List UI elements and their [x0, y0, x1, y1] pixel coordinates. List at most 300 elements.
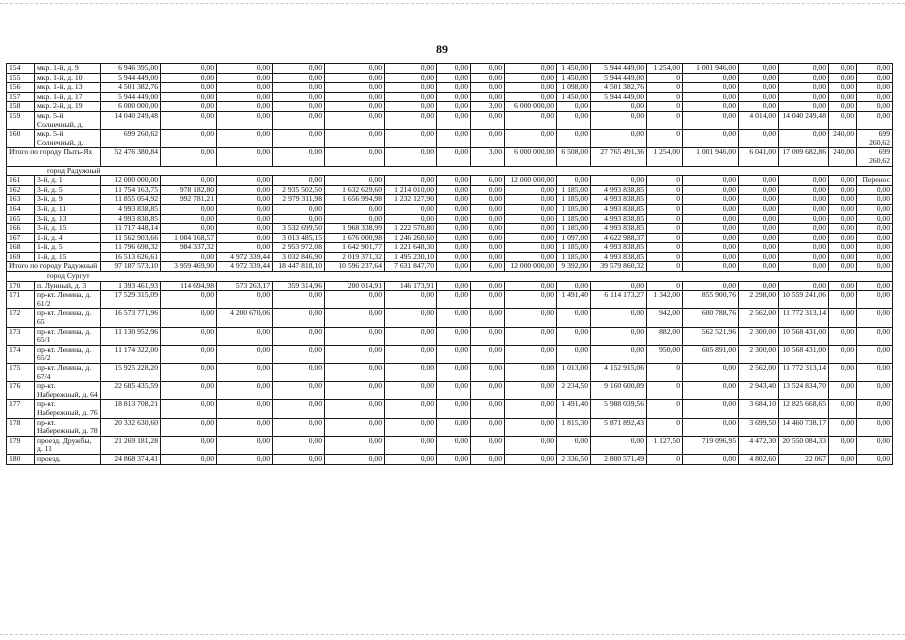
- value-cell: 0,00: [161, 130, 217, 148]
- table-row: [7, 454, 893, 464]
- value-cell: 11 174 322,00: [101, 345, 161, 363]
- value-cell: 0,00: [217, 224, 273, 234]
- subtotal-value-cell: 0,00: [857, 262, 893, 272]
- value-cell: 6 114 173,27: [591, 291, 647, 309]
- value-cell: 0,00: [829, 243, 857, 253]
- value-cell: 4 501 382,76: [101, 83, 161, 93]
- value-cell: 0,00: [557, 130, 591, 148]
- subtotal-value-cell: 0,00: [385, 148, 437, 166]
- address-cell: пр-кт. Ленина, д. 65/2: [35, 345, 101, 363]
- row-number-cell: 173: [7, 327, 35, 345]
- value-cell: 6,00: [471, 176, 505, 186]
- value-cell: 0,00: [161, 418, 217, 436]
- value-cell: 0: [647, 252, 683, 262]
- row-number-cell: 156: [7, 83, 35, 93]
- value-cell: 0,00: [471, 382, 505, 400]
- value-cell: 0,00: [217, 400, 273, 418]
- value-cell: 0: [647, 454, 683, 464]
- value-cell: 0,00: [505, 252, 557, 262]
- table-row: [7, 364, 893, 382]
- section-title: город Радужный: [7, 166, 893, 176]
- value-cell: 0: [647, 224, 683, 234]
- value-cell: 0,00: [471, 400, 505, 418]
- value-cell: 0,00: [591, 130, 647, 148]
- value-cell: 0,00: [683, 73, 739, 83]
- value-cell: 5 871 892,43: [591, 418, 647, 436]
- subtotal-value-cell: 3,00: [471, 148, 505, 166]
- value-cell: 0,00: [273, 418, 325, 436]
- table-row: [7, 345, 893, 363]
- value-cell: 0,00: [779, 214, 829, 224]
- value-cell: 1 254,00: [647, 64, 683, 74]
- value-cell: 0,00: [385, 83, 437, 93]
- table-row: [7, 418, 893, 436]
- subtotal-value-cell: 39 579 860,32: [591, 262, 647, 272]
- value-cell: 0,00: [161, 111, 217, 129]
- value-cell: 0,00: [273, 64, 325, 74]
- value-cell: 0,00: [557, 102, 591, 112]
- value-cell: 13 524 834,70: [779, 382, 829, 400]
- value-cell: 0,00: [325, 176, 385, 186]
- value-cell: 1 127,50: [647, 436, 683, 454]
- table-row: [7, 436, 893, 454]
- value-cell: 2 943,40: [739, 382, 779, 400]
- value-cell: 2 336,50: [557, 454, 591, 464]
- address-cell: мкр. 5-й Солнечный, д.: [35, 130, 101, 148]
- subtotal-value-cell: 0,00: [739, 262, 779, 272]
- value-cell: 4 014,00: [739, 111, 779, 129]
- address-cell: пр-кт. Ленина, д. 65/1: [35, 327, 101, 345]
- value-cell: 1 246 260,60: [385, 233, 437, 243]
- value-cell: 719 096,95: [683, 436, 739, 454]
- value-cell: 0,00: [385, 436, 437, 454]
- value-cell: 0,00: [273, 454, 325, 464]
- value-cell: 5 988 039,56: [591, 400, 647, 418]
- value-cell: 4 802,60: [739, 454, 779, 464]
- value-cell: 11 562 903,66: [101, 233, 161, 243]
- value-cell: 0,00: [437, 176, 471, 186]
- value-cell: 1 815,30: [557, 418, 591, 436]
- table-row: [7, 252, 893, 262]
- value-cell: 0,00: [161, 73, 217, 83]
- value-cell: 0,00: [829, 454, 857, 464]
- value-cell: 0,00: [385, 73, 437, 83]
- address-cell: проезд. Дружбы, д. 11: [35, 436, 101, 454]
- value-cell: 0,00: [385, 92, 437, 102]
- address-cell: 3-й, д. 1: [35, 176, 101, 186]
- value-cell: 0,00: [779, 176, 829, 186]
- value-cell: 0,00: [829, 252, 857, 262]
- value-cell: 16 513 626,61: [101, 252, 161, 262]
- address-cell: мкр. 1-й, д. 9: [35, 64, 101, 74]
- value-cell: 0,00: [739, 224, 779, 234]
- value-cell: 0,00: [857, 309, 893, 327]
- address-cell: пр-кт. Ленина, д. 61/2: [35, 291, 101, 309]
- value-cell: 0,00: [161, 382, 217, 400]
- value-cell: 0,00: [161, 224, 217, 234]
- address-cell: мкр. 1-й, д. 10: [35, 73, 101, 83]
- table-row: [7, 176, 893, 186]
- value-cell: 0,00: [217, 291, 273, 309]
- value-cell: 0,00: [217, 102, 273, 112]
- value-cell: 699 260,62: [857, 130, 893, 148]
- value-cell: 0,00: [557, 327, 591, 345]
- table-row: [7, 73, 893, 83]
- address-cell: пр-кт. Набережный, д. 64: [35, 382, 101, 400]
- value-cell: 0,00: [325, 214, 385, 224]
- value-cell: 0,00: [505, 327, 557, 345]
- value-cell: 0,00: [471, 436, 505, 454]
- subtotal-value-cell: 97 187 573,10: [101, 262, 161, 272]
- value-cell: 0,00: [779, 233, 829, 243]
- value-cell: 0,00: [325, 345, 385, 363]
- value-cell: 0,00: [385, 382, 437, 400]
- table-row: [7, 204, 893, 214]
- value-cell: 0,00: [683, 130, 739, 148]
- value-cell: 0,00: [437, 327, 471, 345]
- value-cell: 0,00: [829, 327, 857, 345]
- row-number-cell: 164: [7, 204, 35, 214]
- table-row: [7, 233, 893, 243]
- value-cell: 0,00: [857, 454, 893, 464]
- value-cell: 0,00: [683, 111, 739, 129]
- value-cell: 0: [647, 185, 683, 195]
- address-cell: 3-й, д. 11: [35, 204, 101, 214]
- value-cell: 0,00: [273, 400, 325, 418]
- value-cell: 0,00: [385, 214, 437, 224]
- value-cell: 0,00: [217, 364, 273, 382]
- value-cell: 0,00: [471, 111, 505, 129]
- value-cell: 4 993 838,85: [591, 243, 647, 253]
- value-cell: 0,00: [505, 400, 557, 418]
- value-cell: 0,00: [829, 204, 857, 214]
- value-cell: 978 182,80: [161, 185, 217, 195]
- value-cell: 4 993 838,85: [591, 185, 647, 195]
- value-cell: 0,00: [857, 73, 893, 83]
- value-cell: 0: [647, 382, 683, 400]
- value-cell: 0,00: [273, 176, 325, 186]
- value-cell: 1 676 000,98: [325, 233, 385, 243]
- value-cell: 0,00: [857, 64, 893, 74]
- value-cell: 4 622 988,37: [591, 233, 647, 243]
- value-cell: 5 944 449,00: [101, 73, 161, 83]
- value-cell: 11 772 313,14: [779, 364, 829, 382]
- value-cell: 0,00: [161, 436, 217, 454]
- address-cell: проезд.: [35, 454, 101, 464]
- register-table-container: [6, 63, 892, 465]
- value-cell: 0,00: [683, 176, 739, 186]
- value-cell: 0,00: [471, 233, 505, 243]
- value-cell: 3 532 699,50: [273, 224, 325, 234]
- subtotal-value-cell: 10 596 237,64: [325, 262, 385, 272]
- value-cell: 0,00: [505, 243, 557, 253]
- value-cell: 0: [647, 364, 683, 382]
- value-cell: 0,00: [437, 418, 471, 436]
- value-cell: 605 891,00: [683, 345, 739, 363]
- value-cell: 0,00: [591, 176, 647, 186]
- value-cell: 0,00: [683, 252, 739, 262]
- value-cell: 0,00: [829, 345, 857, 363]
- value-cell: 0,00: [325, 418, 385, 436]
- table-row: [7, 130, 893, 148]
- value-cell: 950,00: [647, 345, 683, 363]
- value-cell: 0,00: [273, 327, 325, 345]
- value-cell: 2 979 311,98: [273, 195, 325, 205]
- table-row: [7, 83, 893, 93]
- value-cell: 0,00: [437, 195, 471, 205]
- value-cell: 0,00: [217, 436, 273, 454]
- value-cell: 3 684,10: [739, 400, 779, 418]
- value-cell: 0,00: [779, 185, 829, 195]
- value-cell: 0,00: [505, 73, 557, 83]
- value-cell: 0,00: [857, 400, 893, 418]
- value-cell: 2 935 502,50: [273, 185, 325, 195]
- value-cell: 14 040 249,48: [779, 111, 829, 129]
- value-cell: 0,00: [217, 214, 273, 224]
- value-cell: 0,00: [161, 204, 217, 214]
- subtotal-value-cell: 17 009 682,86: [779, 148, 829, 166]
- value-cell: Перенос: [857, 176, 893, 186]
- value-cell: 0,00: [857, 233, 893, 243]
- value-cell: 0,00: [779, 204, 829, 214]
- value-cell: 0,00: [505, 83, 557, 93]
- subtotal-value-cell: 6 000 000,00: [505, 148, 557, 166]
- value-cell: 0: [647, 73, 683, 83]
- value-cell: 0,00: [471, 243, 505, 253]
- subtotal-value-cell: 6,00: [471, 262, 505, 272]
- value-cell: 0,00: [683, 364, 739, 382]
- value-cell: 0,00: [779, 281, 829, 291]
- value-cell: 2 300,00: [739, 327, 779, 345]
- value-cell: 4 993 838,85: [101, 214, 161, 224]
- value-cell: 0,00: [471, 64, 505, 74]
- row-number-cell: 179: [7, 436, 35, 454]
- value-cell: 0,00: [857, 291, 893, 309]
- value-cell: 1 185,00: [557, 195, 591, 205]
- table-row: [7, 102, 893, 112]
- value-cell: 0,00: [471, 281, 505, 291]
- value-cell: 0,00: [437, 73, 471, 83]
- value-cell: 0,00: [273, 204, 325, 214]
- address-cell: 1-й, д. 4: [35, 233, 101, 243]
- address-cell: 3-й, д. 13: [35, 214, 101, 224]
- value-cell: 0: [647, 130, 683, 148]
- value-cell: 20 332 630,60: [101, 418, 161, 436]
- value-cell: 0,00: [505, 204, 557, 214]
- value-cell: 0,00: [471, 454, 505, 464]
- value-cell: 0,00: [437, 83, 471, 93]
- value-cell: 0,00: [779, 64, 829, 74]
- value-cell: 1 097,00: [557, 233, 591, 243]
- value-cell: 5 944 449,00: [591, 73, 647, 83]
- value-cell: 11 855 054,92: [101, 195, 161, 205]
- value-cell: 1 642 901,77: [325, 243, 385, 253]
- value-cell: 0,00: [471, 252, 505, 262]
- value-cell: 0,00: [437, 102, 471, 112]
- value-cell: 3,00: [471, 102, 505, 112]
- value-cell: 855 900,76: [683, 291, 739, 309]
- value-cell: 0,00: [385, 111, 437, 129]
- value-cell: 10 568 431,00: [779, 345, 829, 363]
- value-cell: 0: [647, 83, 683, 93]
- value-cell: 6 946 395,00: [101, 64, 161, 74]
- value-cell: 0,00: [739, 204, 779, 214]
- value-cell: 0,00: [217, 243, 273, 253]
- value-cell: 14 460 738,17: [779, 418, 829, 436]
- subtotal-value-cell: 0,00: [779, 262, 829, 272]
- value-cell: 0,00: [591, 436, 647, 454]
- value-cell: 0: [647, 214, 683, 224]
- value-cell: 6 000 000,00: [101, 102, 161, 112]
- address-cell: 1-й, д. 5: [35, 243, 101, 253]
- value-cell: 0,00: [739, 176, 779, 186]
- value-cell: 0,00: [683, 83, 739, 93]
- row-number-cell: 165: [7, 214, 35, 224]
- value-cell: 0,00: [739, 252, 779, 262]
- value-cell: 0,00: [437, 233, 471, 243]
- value-cell: 0,00: [217, 345, 273, 363]
- value-cell: 4 152 915,06: [591, 364, 647, 382]
- subtotal-value-cell: 27 765 491,36: [591, 148, 647, 166]
- value-cell: 0,00: [471, 92, 505, 102]
- value-cell: 1 342,00: [647, 291, 683, 309]
- value-cell: 0,00: [217, 327, 273, 345]
- value-cell: 240,00: [829, 130, 857, 148]
- value-cell: 0: [647, 400, 683, 418]
- value-cell: 0,00: [385, 102, 437, 112]
- value-cell: 21 269 181,28: [101, 436, 161, 454]
- subtotal-value-cell: 0,00: [829, 262, 857, 272]
- value-cell: 1 491,40: [557, 400, 591, 418]
- value-cell: 0,00: [829, 185, 857, 195]
- value-cell: 0,00: [161, 214, 217, 224]
- value-cell: 17 529 315,09: [101, 291, 161, 309]
- value-cell: 1 001 946,00: [683, 64, 739, 74]
- value-cell: 4 501 382,76: [591, 83, 647, 93]
- address-cell: мкр. 2-й, д. 19: [35, 102, 101, 112]
- address-cell: мкр. 1-й, д. 17: [35, 92, 101, 102]
- value-cell: 0,00: [437, 92, 471, 102]
- value-cell: 0,00: [437, 281, 471, 291]
- value-cell: 0,00: [739, 281, 779, 291]
- value-cell: 0,00: [505, 281, 557, 291]
- value-cell: 1 656 994,98: [325, 195, 385, 205]
- subtotal-value-cell: 0,00: [437, 262, 471, 272]
- row-number-cell: 176: [7, 382, 35, 400]
- value-cell: 1 004 168,57: [161, 233, 217, 243]
- value-cell: 0,00: [385, 64, 437, 74]
- value-cell: 0,00: [829, 400, 857, 418]
- value-cell: 0,00: [325, 400, 385, 418]
- value-cell: 0,00: [505, 454, 557, 464]
- value-cell: 0,00: [161, 92, 217, 102]
- value-cell: 2 300,00: [739, 345, 779, 363]
- value-cell: 18 813 708,21: [101, 400, 161, 418]
- value-cell: 0,00: [683, 195, 739, 205]
- value-cell: 0,00: [557, 281, 591, 291]
- subtotal-value-cell: 6 041,00: [739, 148, 779, 166]
- value-cell: 0,00: [505, 418, 557, 436]
- value-cell: 1 185,00: [557, 224, 591, 234]
- table-row: [7, 214, 893, 224]
- value-cell: 0,00: [739, 83, 779, 93]
- subtotal-label: Итого по городу Радужный: [7, 262, 101, 272]
- value-cell: 0,00: [217, 111, 273, 129]
- value-cell: 0,00: [437, 382, 471, 400]
- value-cell: 1 185,00: [557, 243, 591, 253]
- value-cell: 0,00: [591, 309, 647, 327]
- value-cell: 600 788,76: [683, 309, 739, 327]
- value-cell: 359 314,96: [273, 281, 325, 291]
- value-cell: 1 013,00: [557, 364, 591, 382]
- value-cell: 0,00: [829, 281, 857, 291]
- value-cell: 0,00: [739, 214, 779, 224]
- value-cell: 0,00: [505, 382, 557, 400]
- value-cell: 0,00: [829, 111, 857, 129]
- subtotal-value-cell: 0,00: [161, 148, 217, 166]
- subtotal-value-cell: 4 972 339,44: [217, 262, 273, 272]
- row-number-cell: 178: [7, 418, 35, 436]
- value-cell: 0,00: [471, 83, 505, 93]
- value-cell: 0,00: [591, 281, 647, 291]
- value-cell: 22 685 435,59: [101, 382, 161, 400]
- value-cell: 0,00: [857, 102, 893, 112]
- value-cell: 0,00: [471, 195, 505, 205]
- value-cell: 0: [647, 176, 683, 186]
- value-cell: 0,00: [829, 64, 857, 74]
- value-cell: 1 450,00: [557, 92, 591, 102]
- value-cell: 4 993 838,85: [591, 252, 647, 262]
- value-cell: 0,00: [217, 382, 273, 400]
- value-cell: 0,00: [505, 309, 557, 327]
- value-cell: 1 185,00: [557, 214, 591, 224]
- value-cell: 0,00: [217, 176, 273, 186]
- address-cell: пр-кт. Набережный, д. 78: [35, 418, 101, 436]
- value-cell: 0,00: [829, 224, 857, 234]
- value-cell: 0,00: [437, 204, 471, 214]
- subtotal-value-cell: 0,00: [273, 148, 325, 166]
- value-cell: 0,00: [437, 130, 471, 148]
- table-row: [7, 382, 893, 400]
- value-cell: 0,00: [217, 418, 273, 436]
- value-cell: 0,00: [857, 204, 893, 214]
- value-cell: 0,00: [273, 83, 325, 93]
- value-cell: 0,00: [779, 102, 829, 112]
- address-cell: пр-кт. Ленина, д. 65: [35, 309, 101, 327]
- value-cell: 942,00: [647, 309, 683, 327]
- value-cell: 2 800 571,49: [591, 454, 647, 464]
- value-cell: 0,00: [829, 195, 857, 205]
- value-cell: 0,00: [683, 400, 739, 418]
- value-cell: 0,00: [325, 327, 385, 345]
- value-cell: 0,00: [857, 436, 893, 454]
- value-cell: 0,00: [161, 364, 217, 382]
- value-cell: 5 944 449,00: [101, 92, 161, 102]
- subtotal-value-cell: 7 631 847,70: [385, 262, 437, 272]
- value-cell: 0,00: [829, 92, 857, 102]
- value-cell: 11 796 698,32: [101, 243, 161, 253]
- value-cell: 0,00: [385, 204, 437, 214]
- value-cell: 2 298,00: [739, 291, 779, 309]
- value-cell: 0,00: [829, 176, 857, 186]
- value-cell: 0,00: [505, 233, 557, 243]
- value-cell: 0,00: [437, 454, 471, 464]
- value-cell: 0,00: [161, 176, 217, 186]
- value-cell: 0,00: [739, 92, 779, 102]
- value-cell: 0,00: [857, 92, 893, 102]
- value-cell: 0,00: [273, 436, 325, 454]
- subtotal-value-cell: 52 476 380,84: [101, 148, 161, 166]
